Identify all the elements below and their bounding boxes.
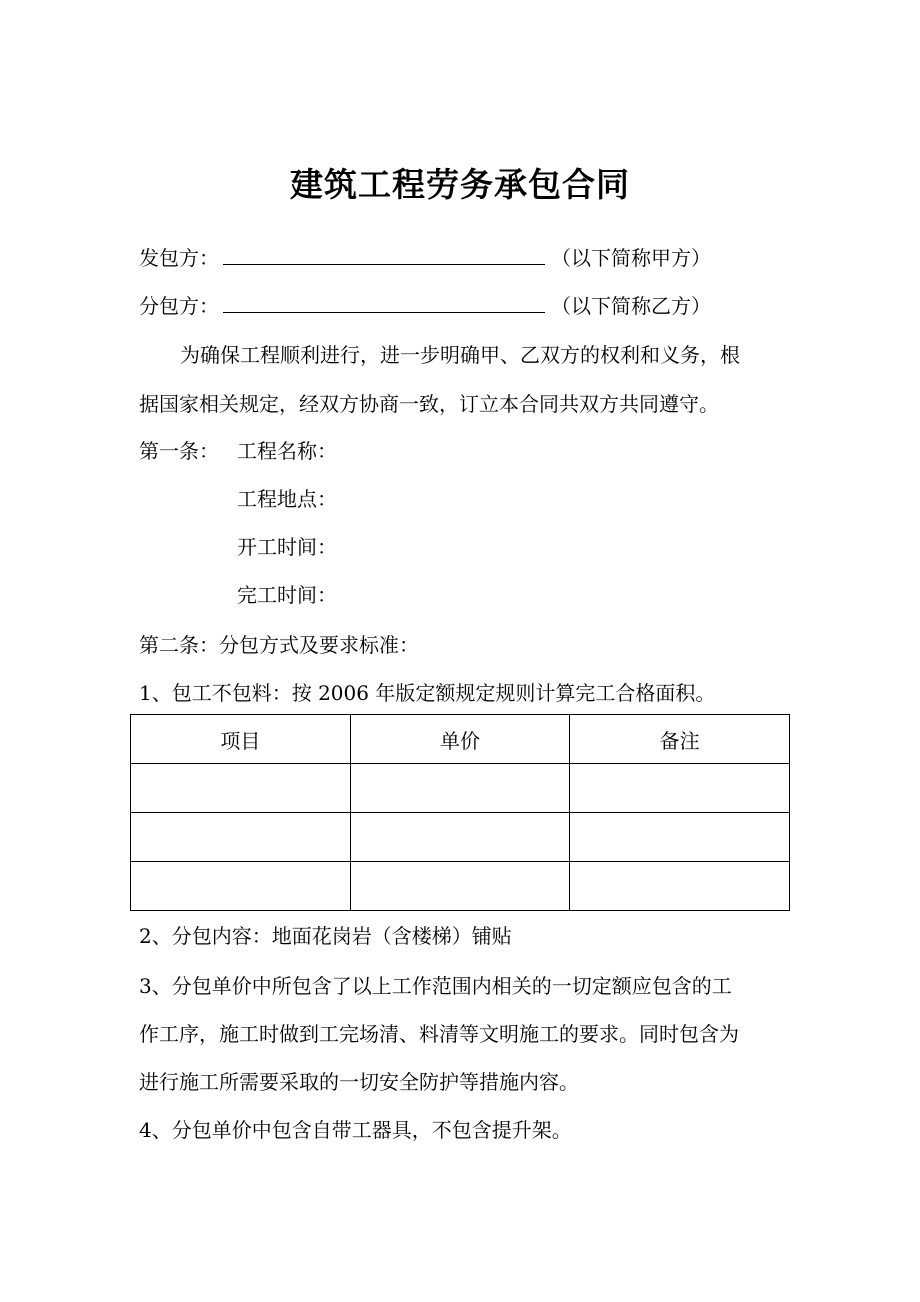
item-2: 2、分包内容：地面花岗岩（含楼梯）铺贴 [139, 924, 512, 948]
item-4: 4、分包单价中包含自带工器具，不包含提升架。 [139, 1118, 572, 1142]
table-cell [131, 813, 351, 862]
item-3-line-2: 作工序，施工时做到工完场清、料清等文明施工的要求。同时包含为 [139, 1022, 739, 1046]
table-row [131, 862, 790, 911]
item-3-line-3: 进行施工所需要采取的一切安全防护等措施内容。 [139, 1070, 579, 1094]
party-a-blank [223, 244, 545, 265]
table-row [131, 764, 790, 813]
table-cell [570, 862, 790, 911]
article1-heading: 第一条： [139, 439, 219, 463]
item-1: 1、包工不包料：按 2006 年版定额规定规则计算完工合格面积。 [139, 681, 716, 705]
table-cell [131, 764, 351, 813]
header-unit-price: 单价 [350, 715, 570, 764]
table-cell [350, 813, 570, 862]
party-a-suffix: （以下简称甲方） [551, 246, 711, 270]
table-cell [350, 862, 570, 911]
header-item: 项目 [131, 715, 351, 764]
table-cell [570, 764, 790, 813]
article2-heading: 第二条：分包方式及要求标准： [139, 633, 419, 657]
item-3-line-1: 3、分包单价中所包含了以上工作范围内相关的一切定额应包含的工 [139, 974, 732, 998]
party-b-blank [223, 292, 545, 313]
start-time-label: 开工时间： [237, 535, 337, 559]
end-time-label: 完工时间： [237, 583, 337, 607]
price-table [130, 714, 790, 911]
header-remarks: 备注 [570, 715, 790, 764]
table-header-row [131, 715, 790, 764]
party-b-suffix: （以下简称乙方） [551, 294, 711, 318]
project-name-label: 工程名称： [237, 439, 337, 463]
intro-line-2: 据国家相关规定，经双方协商一致，订立本合同共双方共同遵守。 [139, 392, 719, 416]
table-cell [350, 764, 570, 813]
project-location-label: 工程地点： [237, 487, 337, 511]
table-cell [570, 813, 790, 862]
table-cell [131, 862, 351, 911]
party-a-label: 发包方： [139, 246, 219, 270]
intro-line-1: 为确保工程顺利进行，进一步明确甲、乙双方的权利和义务，根 [180, 343, 740, 367]
party-b-line [139, 292, 711, 319]
page-title: 建筑工程劳务承包合同 [290, 165, 630, 204]
table-row [131, 813, 790, 862]
party-b-label: 分包方： [139, 294, 219, 318]
party-a-line [139, 244, 711, 271]
